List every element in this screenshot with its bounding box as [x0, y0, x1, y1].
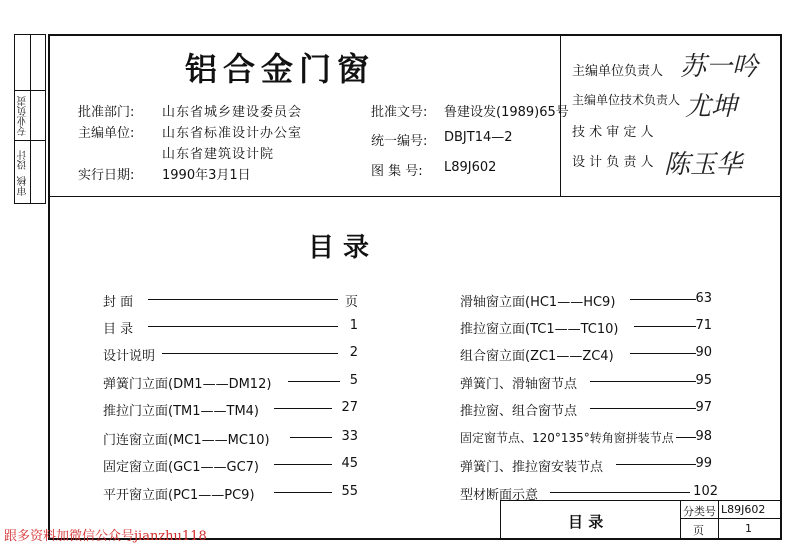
atlas-number-value: L89J602: [444, 160, 497, 175]
toc-item-page: 71: [695, 318, 712, 333]
toc-item-label: 目 录: [103, 322, 134, 337]
toc-item-label: 弹簧门、滑轴窗节点: [460, 377, 578, 392]
title-block-name: 目 录: [568, 513, 604, 531]
toc-item-label: 封 面: [103, 295, 134, 310]
unified-number-value: DBJT14—2: [444, 130, 513, 145]
toc-item-label: 推拉窗、组合窗节点: [460, 404, 578, 419]
title-block-divider: [718, 500, 719, 540]
toc-item-page: 55: [341, 484, 358, 499]
toc-item-page: 27: [341, 400, 358, 415]
toc-item-page: 45: [341, 456, 358, 471]
toc-item-label: 弹簧门立面(DM1——DM12): [103, 377, 272, 392]
editor-label: 主编单位:: [78, 126, 135, 141]
toc-item-page: 102: [693, 484, 718, 499]
editor-value-2: 山东省建筑设计院: [162, 147, 275, 162]
toc-leader: [148, 299, 338, 300]
toc-item-page: 5: [349, 373, 358, 388]
toc-item-page: 33: [341, 429, 358, 444]
classification-value: L89J602: [721, 503, 766, 516]
sig-role-review: 技 术 审 定 人: [572, 125, 654, 140]
toc-item-page: 90: [695, 345, 712, 360]
title-block-divider: [680, 500, 681, 540]
toc-item-page: 99: [695, 456, 712, 471]
side-label-responsible: 专业负责: [18, 96, 29, 136]
date-label: 实行日期:: [78, 168, 135, 183]
toc-item-label: 固定窗节点、120°135°转角窗拼装节点: [460, 431, 674, 445]
toc-item-label: 组合窗立面(ZC1——ZC4): [460, 349, 614, 364]
date-value: 1990年3月1日: [162, 168, 251, 183]
toc-item-label: 平开窗立面(PC1——PC9): [103, 488, 255, 503]
toc-item-label: 门连窗立面(MC1——MC10): [103, 433, 270, 448]
toc-item-page: 页: [344, 295, 358, 310]
header-divider: [48, 196, 782, 197]
toc-item-label: 滑轴窗立面(HC1——HC9): [460, 295, 616, 310]
side-label-review: 审核: [18, 176, 29, 196]
approval-dept-value: 山东省城乡建设委员会: [162, 105, 303, 120]
classification-label: 分类号: [683, 505, 716, 518]
toc-item-page: 2: [349, 345, 358, 360]
toc-item-page: 98: [695, 429, 712, 444]
doc-number-value: 鲁建设发(1989)65号: [444, 105, 569, 120]
atlas-number-label: 图 集 号:: [371, 164, 423, 179]
toc-item-label: 推拉窗立面(TC1——TC10): [460, 322, 619, 337]
toc-leader: [148, 326, 338, 327]
sig-role-design: 设 计 负 责 人: [572, 155, 654, 170]
toc-item-page: 63: [695, 291, 712, 306]
page-title: 铝合金门窗: [185, 50, 376, 88]
toc-item-page: 95: [695, 373, 712, 388]
toc-leader: [550, 492, 690, 493]
editor-value-1: 山东省标准设计办公室: [162, 126, 303, 141]
signature-handwritten: 陈玉华: [664, 150, 743, 180]
toc-item-page: 97: [695, 400, 712, 415]
toc-item-label: 固定窗立面(GC1——GC7): [103, 460, 259, 475]
unified-number-label: 统一编号:: [371, 134, 428, 149]
page-label: 页: [693, 524, 704, 537]
side-label-design: 设计: [18, 150, 29, 170]
toc-leader: [162, 353, 338, 354]
watermark-text: 跟多资料加微信公众号jianzhu118: [4, 529, 207, 544]
toc-item-page: 1: [349, 318, 358, 333]
toc-item-label: 型材断面示意: [460, 488, 539, 503]
signature-handwritten: 尤坤: [685, 92, 738, 122]
sig-role-tech: 主编单位技术负责人: [572, 93, 681, 107]
sig-role-chief: 主编单位负责人: [572, 64, 664, 79]
approval-dept-label: 批准部门:: [78, 105, 135, 120]
toc-title: 目 录: [308, 233, 370, 263]
page-number: 1: [745, 522, 752, 535]
signature-handwritten: 苏一吟: [680, 52, 759, 82]
toc-item-label: 设计说明: [103, 349, 156, 364]
doc-number-label: 批准文号:: [371, 105, 428, 120]
toc-item-label: 推拉门立面(TM1——TM4): [103, 404, 260, 419]
toc-item-label: 弹簧门、推拉窗安装节点: [460, 460, 604, 475]
